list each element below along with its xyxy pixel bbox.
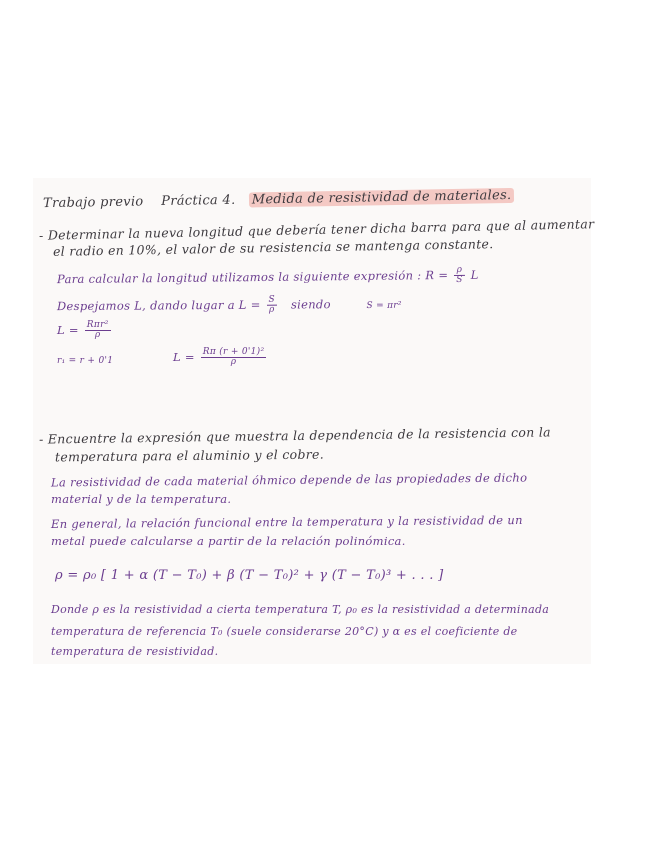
title-practica: Práctica 4.: [161, 192, 236, 210]
fraction-s-over-rho: $\frac{S}{\rho}$: [267, 296, 278, 316]
answer-1-text: Para calcular la longitud utilizamos la siguiente expresión : R =: [56, 268, 449, 287]
title-trabajo-previo: Trabajo previo: [42, 194, 144, 212]
answer-1-line-4: L = $\frac{\text{Rπ (r + 0'1)²}}{\rho}$: [173, 347, 265, 368]
question-1-line-1: - Determinar la nueva longitud que debería tener dicha barra para que al aumentar: [38, 216, 595, 243]
fraction-final-length: $\frac{\text{Rπ (r + 0'1)²}}{\rho}$: [202, 347, 265, 368]
notebook-page: [33, 178, 595, 664]
answer-2-line-4: metal puede calcularse a partir de la relación polinómica.: [51, 534, 406, 548]
fraction-r-pi-r2: $\frac{\text{Rπr²}}{\rho}$: [86, 320, 109, 341]
resistivity-formula: ρ = ρ₀ [ 1 + α (T − T₀) + β (T − T₀)² + γ (T − T₀)³ + . . . ]: [55, 568, 444, 583]
answer-2-line-5: Donde ρ es la resistividad a cierta temperatura T, ρ₀ es la resistividad a determinada: [51, 603, 550, 616]
answer-2-line-3: En general, la relación funcional entre la temperatura y la resistividad de un: [50, 512, 523, 532]
answer-1-r1: r₁ = r + 0'1: [57, 356, 114, 366]
question-2-line-2: temperatura para el aluminio y el cobre.: [54, 446, 325, 465]
answer-1-line-3: L = $\frac{\text{Rπr²}}{\rho}$: [57, 320, 109, 341]
page-title: [43, 188, 515, 211]
fraction-rho-over-s: $\frac{\rho}{S}$: [454, 266, 465, 286]
answer-1-line-2: Despejamos L, dando lugar a L = $\frac{S}{\rho}$ siendo S = πr²: [56, 294, 402, 316]
answer-2-line-7: temperatura de resistividad.: [51, 645, 219, 658]
answer-1-line-1: Para calcular la longitud utilizamos la siguiente expresión : R = $\frac{\rho}{S}$ L: [56, 264, 479, 287]
answer-2-line-1: La resistividad de cada material óhmico depende de las propiedades de dicho: [50, 470, 528, 490]
answer-2-line-2: material y de la temperatura.: [51, 492, 232, 506]
answer-2-line-6: temperatura de referencia T₀ (suele considerarse 20°C) y α es el coeficiente de: [51, 625, 518, 638]
question-1-line-2: el radio en 10%, el valor de su resistencia se mantenga constante.: [52, 236, 494, 259]
question-2-line-1: - Encuentre la expresión que muestra la dependencia de la resistencia con la: [38, 424, 551, 447]
title-highlight: Medida de resistividad de materiales.: [249, 188, 515, 208]
